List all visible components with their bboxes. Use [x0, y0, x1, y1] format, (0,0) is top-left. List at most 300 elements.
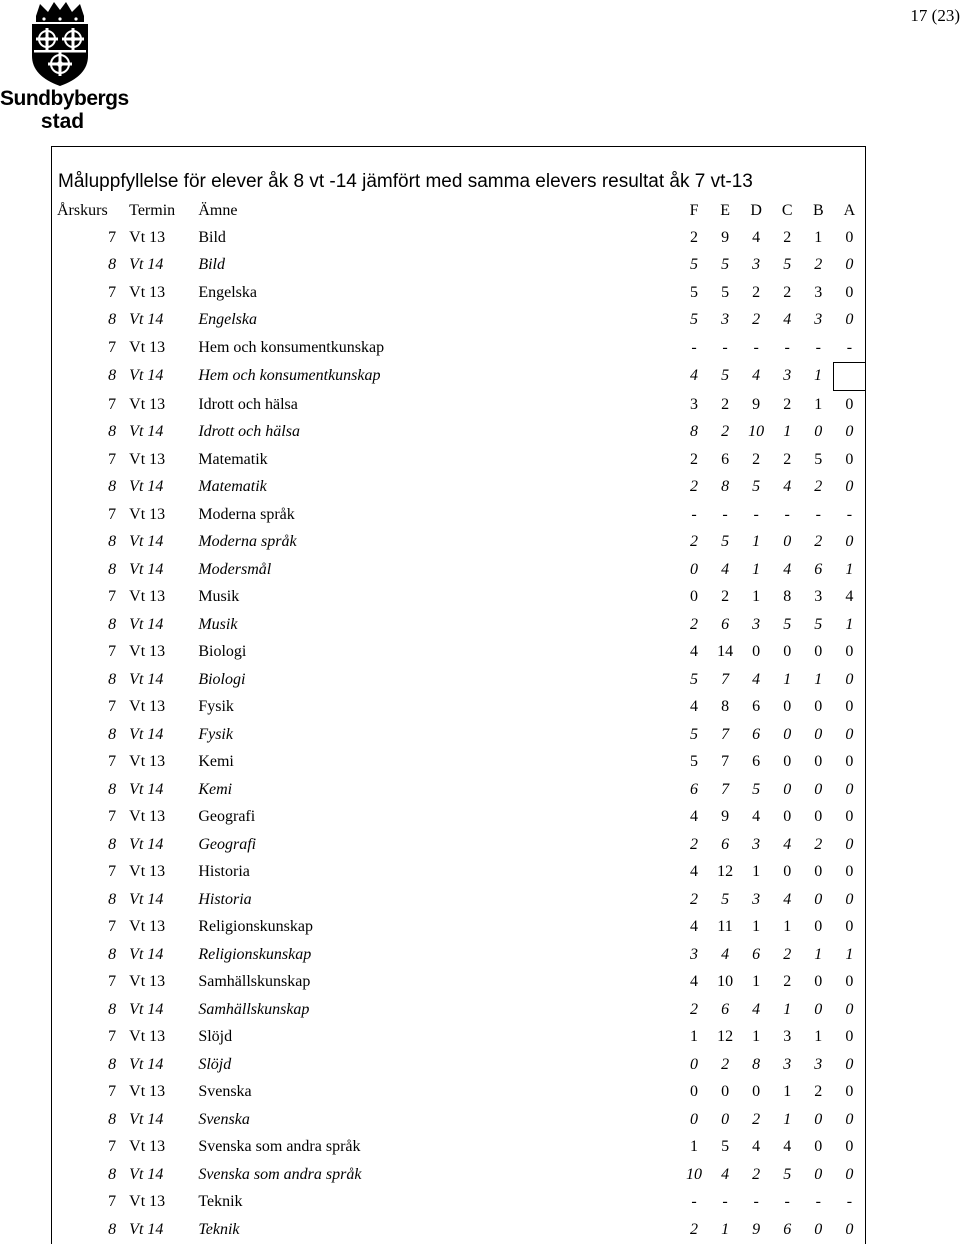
cell-year: 7 — [108, 973, 117, 991]
cell-grade-b: 3 — [814, 311, 823, 329]
cell-grade-c: 5 — [783, 615, 792, 633]
cell-year: 8 — [108, 835, 117, 853]
table-row — [52, 886, 865, 914]
cell-year: 8 — [108, 670, 117, 688]
cell-grade-a: 0 — [845, 890, 854, 908]
table-row — [52, 804, 865, 832]
cell-subject: Svenska som andra språk — [198, 1165, 362, 1183]
cell-grade-c: - — [784, 1193, 790, 1211]
cell-grade-e: 9 — [721, 808, 730, 826]
cell-subject: Bild — [198, 228, 226, 246]
cell-year: 8 — [108, 615, 117, 633]
cell-grade-e: 2 — [721, 423, 730, 441]
cell-year: 8 — [108, 1220, 117, 1238]
cell-grade-f: - — [691, 339, 697, 356]
cell-grade-b: 0 — [814, 973, 823, 991]
cell-grade-a: 1 — [845, 615, 854, 633]
table-row — [52, 831, 865, 859]
table-row — [52, 446, 865, 474]
results-sheet — [51, 146, 866, 1244]
cell-grade-c: 1 — [783, 918, 792, 936]
cell-grade-a: 0 — [845, 1138, 854, 1156]
cell-year: 8 — [108, 945, 117, 963]
cell-subject: Musik — [198, 615, 238, 633]
cell-grade-f: 5 — [690, 725, 699, 743]
cell-grade-a: 0 — [845, 256, 854, 274]
cell-subject: Matematik — [198, 450, 268, 468]
cell-subject: Geografi — [198, 835, 257, 853]
cell-grade-b: - — [815, 339, 821, 356]
cell-grade-c: 4 — [783, 1138, 792, 1156]
table-row — [52, 776, 865, 804]
cell-grade-e: 8 — [721, 478, 730, 496]
cell-grade-d: 10 — [748, 423, 765, 441]
cell-subject: Svenska — [198, 1110, 250, 1128]
cell-grade-b: 0 — [814, 643, 823, 661]
cell-term: Vt 13 — [129, 808, 166, 826]
cell-grade-e: 12 — [717, 863, 734, 881]
cell-year: 7 — [108, 588, 117, 606]
cell-grade-e: 7 — [721, 780, 730, 798]
cell-grade-e: 6 — [721, 835, 730, 853]
cell-subject: Teknik — [198, 1193, 243, 1211]
cell-subject: Musik — [198, 588, 240, 606]
cell-grade-d: 2 — [752, 1165, 761, 1183]
cell-grade-e: 4 — [721, 1165, 730, 1183]
table-row — [52, 1106, 865, 1134]
cell-grade-f: 2 — [690, 1220, 699, 1238]
cell-grade-d: 1 — [752, 560, 761, 578]
cell-term: Vt 14 — [129, 780, 164, 798]
cell-grade-d: 6 — [752, 698, 761, 716]
cell-grade-f: 5 — [690, 283, 699, 301]
cell-grade-f: 3 — [690, 395, 699, 413]
cell-grade-e: - — [722, 505, 728, 523]
cell-grade-b: 2 — [814, 1083, 823, 1101]
table-row — [52, 1079, 865, 1107]
cell-grade-f: 4 — [690, 643, 699, 661]
table-row — [52, 252, 865, 280]
cell-term: Vt 13 — [129, 395, 166, 413]
cell-grade-a: 0 — [845, 1165, 854, 1183]
table-row — [52, 1216, 865, 1244]
cell-grade-a: 0 — [845, 1028, 854, 1046]
cell-grade-b: 0 — [814, 1165, 823, 1183]
cell-term: Vt 14 — [129, 423, 164, 441]
cell-grade-b: 0 — [814, 808, 823, 826]
cell-grade-d: 6 — [752, 725, 761, 743]
col-header-grade-f: F — [689, 201, 699, 219]
cell-grade-e: 5 — [721, 890, 730, 908]
cell-subject: Slöjd — [198, 1028, 233, 1046]
cell-grade-c: 5 — [783, 256, 792, 274]
table-row — [52, 749, 865, 777]
cell-subject: Religionskunskap — [198, 918, 313, 936]
cell-grade-f: 4 — [690, 973, 699, 991]
cell-grade-a: 0 — [845, 780, 854, 798]
cell-grade-e: - — [722, 1193, 728, 1211]
cell-grade-e: 2 — [721, 588, 730, 606]
col-header-grade-c: C — [781, 201, 793, 219]
cell-grade-a: 0 — [845, 423, 854, 441]
cell-grade-c: 1 — [783, 1083, 792, 1101]
cell-subject: Kemi — [198, 780, 233, 798]
cell-grade-b: 0 — [814, 423, 823, 441]
cell-grade-c: 2 — [783, 228, 792, 246]
cell-subject: Modersmål — [198, 560, 272, 578]
cell-subject: Engelska — [198, 311, 257, 329]
cell-year: 8 — [108, 256, 117, 274]
cell-year: 8 — [108, 780, 117, 798]
cell-grade-f: - — [691, 1193, 697, 1211]
cell-subject: Svenska — [198, 1083, 252, 1101]
cell-grade-b: 0 — [814, 753, 823, 771]
cell-grade-b: 1 — [814, 367, 823, 385]
table-row — [52, 1189, 865, 1217]
cell-grade-f: 4 — [690, 808, 699, 826]
cell-grade-c: 3 — [783, 1055, 792, 1073]
cell-grade-f: 4 — [690, 367, 699, 385]
table-row — [52, 639, 865, 667]
cell-grade-b: - — [815, 505, 821, 523]
cell-term: Vt 14 — [129, 256, 164, 274]
cell-grade-f: 0 — [690, 1055, 699, 1073]
cell-year: 7 — [108, 228, 117, 246]
cell-grade-c: 4 — [783, 835, 792, 853]
cell-grade-f: 0 — [690, 588, 699, 606]
cell-grade-e: 11 — [717, 918, 733, 936]
cell-term: Vt 14 — [129, 1220, 164, 1238]
cell-grade-d: 6 — [752, 753, 761, 771]
cell-grade-e: 7 — [721, 725, 730, 743]
cell-grade-e: 5 — [721, 367, 730, 385]
cell-grade-a: 0 — [845, 1055, 854, 1073]
cell-year: 8 — [108, 1000, 117, 1018]
cell-grade-b: 0 — [814, 1000, 823, 1018]
cell-grade-a: 0 — [845, 973, 854, 991]
cell-grade-d: 3 — [752, 615, 761, 633]
table-row — [52, 1161, 865, 1189]
cell-grade-e: 7 — [721, 670, 730, 688]
cell-grade-e: 3 — [721, 311, 730, 329]
cell-grade-d: 9 — [752, 395, 761, 413]
cell-grade-d: 4 — [752, 1000, 761, 1018]
cell-grade-b: 1 — [814, 228, 823, 246]
cell-grade-d: 2 — [752, 283, 761, 301]
cell-year: 8 — [108, 1110, 117, 1128]
cell-grade-e: 2 — [721, 1055, 730, 1073]
cell-grade-f: 4 — [690, 698, 699, 716]
cell-year: 7 — [108, 395, 117, 413]
table-row — [52, 969, 865, 997]
cell-subject: Fysik — [198, 725, 233, 743]
cell-grade-a: 0 — [845, 450, 854, 468]
coat-of-arms-icon — [28, 2, 92, 86]
cell-grade-a: 0 — [845, 918, 854, 936]
cell-term: Vt 14 — [129, 560, 164, 578]
cell-grade-b: 0 — [814, 863, 823, 881]
cell-term: Vt 14 — [129, 478, 164, 496]
cell-grade-a: 0 — [845, 835, 854, 853]
cell-subject: Hem och konsumentkunskap — [198, 367, 381, 385]
cell-grade-e: 9 — [721, 228, 730, 246]
table-row — [52, 419, 865, 447]
cell-term: Vt 14 — [129, 835, 164, 853]
cell-grade-c: 3 — [783, 367, 792, 385]
cell-year: 7 — [108, 1028, 117, 1046]
cell-grade-a: 0 — [845, 863, 854, 881]
cell-grade-b: 5 — [814, 450, 823, 468]
cell-grade-b: 1 — [814, 1028, 823, 1046]
cell-grade-c: 0 — [783, 643, 792, 661]
cell-grade-d: 0 — [752, 1083, 761, 1101]
cell-grade-c: - — [784, 505, 790, 523]
table-row — [52, 914, 865, 942]
cell-subject: Idrott och hälsa — [198, 423, 300, 441]
cell-grade-d: 1 — [752, 533, 761, 551]
cell-grade-e: 14 — [717, 643, 734, 661]
col-header-subject: Ämne — [198, 201, 238, 219]
cell-grade-b: 3 — [814, 588, 823, 606]
cell-year: 8 — [108, 423, 117, 441]
cell-grade-a: 0 — [845, 311, 854, 329]
cell-grade-c: 4 — [783, 311, 792, 329]
cell-grade-b: 3 — [814, 1055, 823, 1073]
cell-subject: Svenska som andra språk — [198, 1138, 361, 1156]
cell-grade-f: 1 — [690, 1138, 699, 1156]
table-row — [52, 666, 865, 694]
cell-grade-f: 2 — [690, 450, 699, 468]
cell-grade-d: - — [753, 1193, 759, 1211]
cell-year: 7 — [108, 918, 117, 936]
cell-year: 8 — [108, 367, 117, 385]
cell-grade-f: 5 — [690, 753, 699, 771]
cell-grade-e: 5 — [721, 533, 730, 551]
cell-grade-d: 1 — [752, 973, 761, 991]
cell-grade-f: 0 — [690, 1110, 699, 1128]
cell-term: Vt 13 — [129, 588, 166, 606]
cell-grade-d: 1 — [752, 1028, 761, 1046]
cell-grade-e: 5 — [721, 256, 730, 274]
cell-grade-d: 1 — [752, 863, 761, 881]
cell-subject: Engelska — [198, 283, 257, 301]
cell-grade-b: 2 — [814, 478, 823, 496]
cell-grade-d: 4 — [752, 1138, 761, 1156]
col-header-grade-b: B — [812, 201, 824, 219]
cell-term: Vt 14 — [129, 945, 164, 963]
cell-grade-d: 5 — [752, 478, 761, 496]
logo-suffix: stad — [40, 110, 85, 133]
cell-grade-d: 1 — [752, 918, 761, 936]
cell-grade-a: 0 — [845, 478, 854, 496]
cell-grade-e: 5 — [721, 283, 730, 301]
cell-grade-a: 0 — [845, 395, 854, 413]
cell-grade-d: 0 — [752, 643, 761, 661]
table-row — [52, 529, 865, 557]
cell-grade-a: 0 — [845, 753, 854, 771]
table-row — [52, 474, 865, 502]
cell-grade-e: 6 — [721, 1000, 730, 1018]
cell-grade-f: 2 — [690, 890, 699, 908]
cell-term: Vt 14 — [129, 1055, 164, 1073]
cell-grade-c: 1 — [783, 670, 792, 688]
cell-year: 8 — [108, 890, 117, 908]
cell-grade-a: 0 — [845, 283, 854, 301]
col-header-grade-a: A — [843, 201, 856, 219]
cell-subject: Fysik — [198, 698, 234, 716]
cell-grade-c: 0 — [783, 808, 792, 826]
cell-grade-e: 2 — [721, 395, 730, 413]
table-row — [52, 859, 865, 887]
municipality-logo — [0, 0, 129, 135]
cell-term: Vt 14 — [129, 1000, 164, 1018]
cell-term: Vt 14 — [129, 1165, 164, 1183]
cell-grade-a: 0 — [845, 1083, 854, 1101]
cell-grade-b: 6 — [814, 560, 823, 578]
table-title: Måluppfyllelse för elever åk 8 vt -14 jämfört med samma elevers resultat åk 7 vt-13 — [58, 171, 753, 192]
cell-grade-f: 5 — [690, 311, 699, 329]
cell-term: Vt 13 — [129, 863, 166, 881]
cell-grade-b: 2 — [814, 835, 823, 853]
cell-grade-d: 6 — [752, 945, 761, 963]
cell-grade-f: 2 — [690, 533, 699, 551]
cell-term: Vt 13 — [129, 753, 166, 771]
cell-grade-b: - — [815, 1193, 821, 1211]
page-number: 17 (23) — [910, 6, 960, 25]
cell-grade-c: 1 — [783, 423, 792, 441]
table-row — [52, 721, 865, 749]
cell-grade-f: 5 — [690, 670, 699, 688]
cell-grade-b: 1 — [814, 395, 823, 413]
cell-grade-b: 0 — [814, 698, 823, 716]
cell-grade-a: 0 — [845, 698, 854, 716]
cell-grade-f: 6 — [690, 780, 699, 798]
cell-subject: Teknik — [198, 1220, 240, 1238]
table-row — [52, 501, 865, 529]
cell-subject: Moderna språk — [198, 505, 295, 523]
results-table — [52, 197, 865, 1244]
cell-subject: Historia — [198, 863, 250, 881]
cell-grade-c: 0 — [783, 725, 792, 743]
cell-term: Vt 13 — [129, 1028, 166, 1046]
cell-grade-f: 2 — [690, 228, 699, 246]
cell-year: 7 — [108, 753, 117, 771]
cell-term: Vt 13 — [129, 450, 166, 468]
table-row — [52, 1051, 865, 1079]
cell-term: Vt 13 — [129, 228, 166, 246]
table-row — [52, 584, 865, 612]
cell-year: 7 — [108, 1138, 117, 1156]
table-row — [52, 1024, 865, 1052]
cell-grade-e: 4 — [721, 560, 730, 578]
cell-subject: Samhällskunskap — [198, 1000, 310, 1018]
cell-grade-c: 6 — [783, 1220, 792, 1238]
cell-subject: Geografi — [198, 808, 256, 826]
cell-grade-d: - — [753, 505, 759, 523]
cell-grade-f: 0 — [690, 560, 699, 578]
cell-term: Vt 14 — [129, 367, 164, 385]
cell-subject: Matematik — [198, 478, 267, 496]
cell-year: 7 — [108, 643, 117, 661]
cell-term: Vt 14 — [129, 615, 164, 633]
cell-grade-c: 2 — [783, 973, 792, 991]
logo-name: Sundbybergs — [0, 87, 129, 110]
cell-subject: Historia — [198, 890, 252, 908]
cell-grade-e: 0 — [721, 1110, 730, 1128]
cell-grade-c: 4 — [783, 478, 792, 496]
cell-subject: Moderna språk — [198, 533, 297, 551]
cell-grade-f: 5 — [690, 256, 699, 274]
cell-grade-f: 8 — [690, 423, 699, 441]
cell-subject: Biologi — [198, 670, 246, 688]
cell-subject: Hem och konsumentkunskap — [198, 339, 385, 356]
table-row — [52, 556, 865, 584]
cell-grade-c: 1 — [783, 1000, 792, 1018]
cell-grade-c: 2 — [783, 395, 792, 413]
cell-grade-a — [834, 362, 865, 391]
cell-grade-c: 1 — [783, 1110, 792, 1128]
cell-grade-d: 4 — [752, 670, 761, 688]
cell-grade-b: 0 — [814, 890, 823, 908]
cell-grade-b: 0 — [814, 918, 823, 936]
cell-subject: Religionskunskap — [198, 945, 312, 963]
cell-grade-a: 0 — [845, 1220, 854, 1238]
cell-grade-a: - — [846, 505, 853, 523]
cell-year: 7 — [108, 808, 117, 826]
cell-grade-a: 4 — [845, 588, 854, 606]
col-header-grade-d: D — [750, 201, 762, 219]
cell-subject: Bild — [198, 256, 225, 274]
cell-year: 8 — [108, 725, 117, 743]
cell-grade-c: - — [784, 339, 790, 356]
cell-term: Vt 13 — [129, 1193, 166, 1211]
cell-grade-c: 4 — [783, 890, 792, 908]
cell-grade-c: 8 — [783, 588, 792, 606]
cell-year: 7 — [108, 283, 117, 301]
cell-grade-a: 0 — [845, 1110, 854, 1128]
cell-grade-e: 12 — [717, 1028, 734, 1046]
cell-year: 8 — [108, 560, 117, 578]
cell-grade-a: 0 — [845, 725, 854, 743]
cell-grade-f: 2 — [690, 615, 699, 633]
table-row — [52, 224, 865, 252]
cell-grade-d: 2 — [752, 1110, 761, 1128]
cell-grade-d: 1 — [752, 588, 761, 606]
cell-grade-f: - — [691, 505, 697, 523]
cell-year: 7 — [108, 339, 117, 356]
cell-term: Vt 14 — [129, 725, 164, 743]
cell-grade-d: 5 — [752, 780, 761, 798]
cell-grade-b: 2 — [814, 533, 823, 551]
cell-subject: Idrott och hälsa — [198, 395, 298, 413]
cell-term: Vt 13 — [129, 643, 166, 661]
cell-grade-e: 7 — [721, 753, 730, 771]
cell-grade-b: 1 — [814, 945, 823, 963]
cell-grade-d: 8 — [752, 1055, 761, 1073]
cell-grade-c: 4 — [783, 560, 792, 578]
table-row — [52, 694, 865, 722]
cell-grade-c: 0 — [783, 698, 792, 716]
cell-subject: Slöjd — [198, 1055, 232, 1073]
cell-grade-e: 8 — [721, 698, 730, 716]
table-row — [52, 996, 865, 1024]
cell-term: Vt 14 — [129, 670, 164, 688]
cell-grade-a: 0 — [845, 670, 854, 688]
cell-subject: Samhällskunskap — [198, 973, 311, 991]
table-row — [52, 391, 865, 419]
cell-term: Vt 13 — [129, 283, 166, 301]
cell-year: 8 — [108, 1055, 117, 1073]
